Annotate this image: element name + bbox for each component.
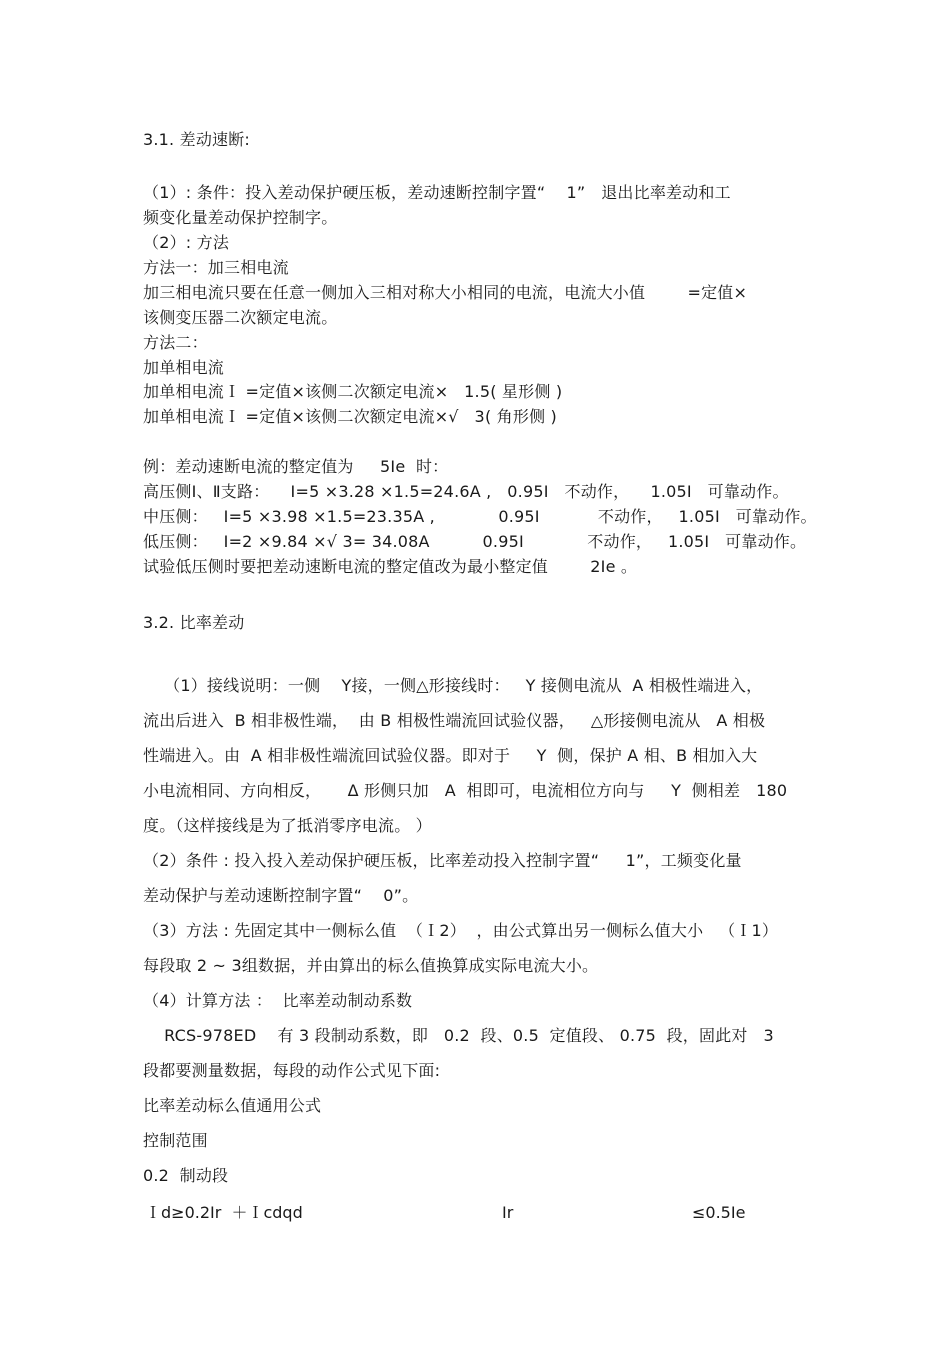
example-note: 试验低压侧时要把差动速断电流的整定值改为最小整定值 2Ie 。	[143, 557, 638, 576]
condition2-line-2: 差动保护与差动速断控制字置“ 0”。	[143, 886, 419, 905]
method2-line-1: 加单相电流Ｉ =定值×该侧二次额定电流× 1.5( 星形侧 )	[143, 382, 563, 401]
method3-line-2: 每段取 2 ~ 3组数据，并由算出的标么值换算成实际电流大小。	[143, 956, 599, 975]
formula-left: Ｉd≥0.2Ir ＋Ｉcdqd	[145, 1203, 303, 1222]
condition2-line-1: （2）条件 : 投入投入差动保护硬压板，比率差动投入控制字置“ 1”，工频变化量	[143, 851, 742, 870]
section-31-heading: 3.1. 差动速断:	[143, 130, 251, 149]
rcs-line-2: 段都要测量数据，每段的动作公式见下面:	[143, 1061, 441, 1080]
method2-title: 方法二：	[143, 333, 208, 352]
formula-mid: Ir	[502, 1203, 514, 1222]
method-heading: （2）: 方法	[143, 233, 230, 252]
segment-0-2: 0.2 制动段	[143, 1166, 229, 1185]
method3-line-1: （3）方法 : 先固定其中一侧标么值 （Ｉ2） ，由公式算出另一侧标么值大小 （Ｉ1）	[143, 921, 779, 940]
control-range: 控制范围	[143, 1131, 208, 1150]
formula-title: 比率差动标么值通用公式	[143, 1096, 322, 1115]
wiring-line-2: 流出后进入 B 相非极性端， 由 B 相极性端流回试验仪器， △形接侧电流从 A 相极	[143, 711, 766, 730]
wiring-line-1: （1）接线说明：一侧 Y接，一侧△形接线时： Y 接侧电流从 A 相极性端进入，	[143, 676, 763, 695]
wiring-line-4: 小电流相同、方向相反， Δ 形侧只加 A 相即可，电流相位方向与 Y 侧相差 180	[143, 781, 788, 800]
example-high-voltage: 高压侧Ⅰ、Ⅱ支路： I=5 ×3.28 ×1.5=24.6A , 0.95I 不动作， 1.05I 可靠动作。	[143, 482, 789, 501]
method2-line-2: 加单相电流Ｉ =定值×该侧二次额定电流×√ 3( 角形侧 )	[143, 407, 557, 426]
method2-subtitle: 加单相电流	[143, 358, 225, 377]
method1-line-1: 加三相电流只要在任意一侧加入三相对称大小相同的电流，电流大小值 =定值×	[143, 283, 748, 302]
condition-line-1: （1）: 条件：投入差动保护硬压板，差动速断控制字置“ 1” 退出比率差动和工	[143, 183, 731, 202]
wiring-line-5: 度。（这样接线是为了抵消零序电流。 ）	[143, 816, 432, 835]
section-32-heading: 3.2. 比率差动	[143, 613, 245, 632]
example-title: 例：差动速断电流的整定值为 5Ie 时：	[143, 457, 449, 476]
method1-title: 方法一：加三相电流	[143, 258, 289, 277]
calc-method: （4）计算方法 ： 比率差动制动系数	[143, 991, 413, 1010]
method1-line-2: 该侧变压器二次额定电流。	[143, 308, 338, 327]
condition-line-2: 频变化量差动保护控制字。	[143, 208, 338, 227]
formula-right: ≤0.5Ie	[692, 1203, 746, 1222]
example-mid-voltage: 中压侧： I=5 ×3.98 ×1.5=23.35A , 0.95I 不动作， 1.05I 可靠动作。	[143, 507, 817, 526]
example-low-voltage: 低压侧： I=2 ×9.84 ×√ 3= 34.08A 0.95I 不动作， 1.05I 可靠动作。	[143, 532, 807, 551]
wiring-line-3: 性端进入。由 A 相非极性端流回试验仪器。即对于 Y 侧，保护 A 相、B 相加入大	[143, 746, 758, 765]
rcs-line-1: RCS-978ED 有 3 段制动系数，即 0.2 段、0.5 定值段、 0.75 段，固此对 3	[143, 1026, 774, 1045]
